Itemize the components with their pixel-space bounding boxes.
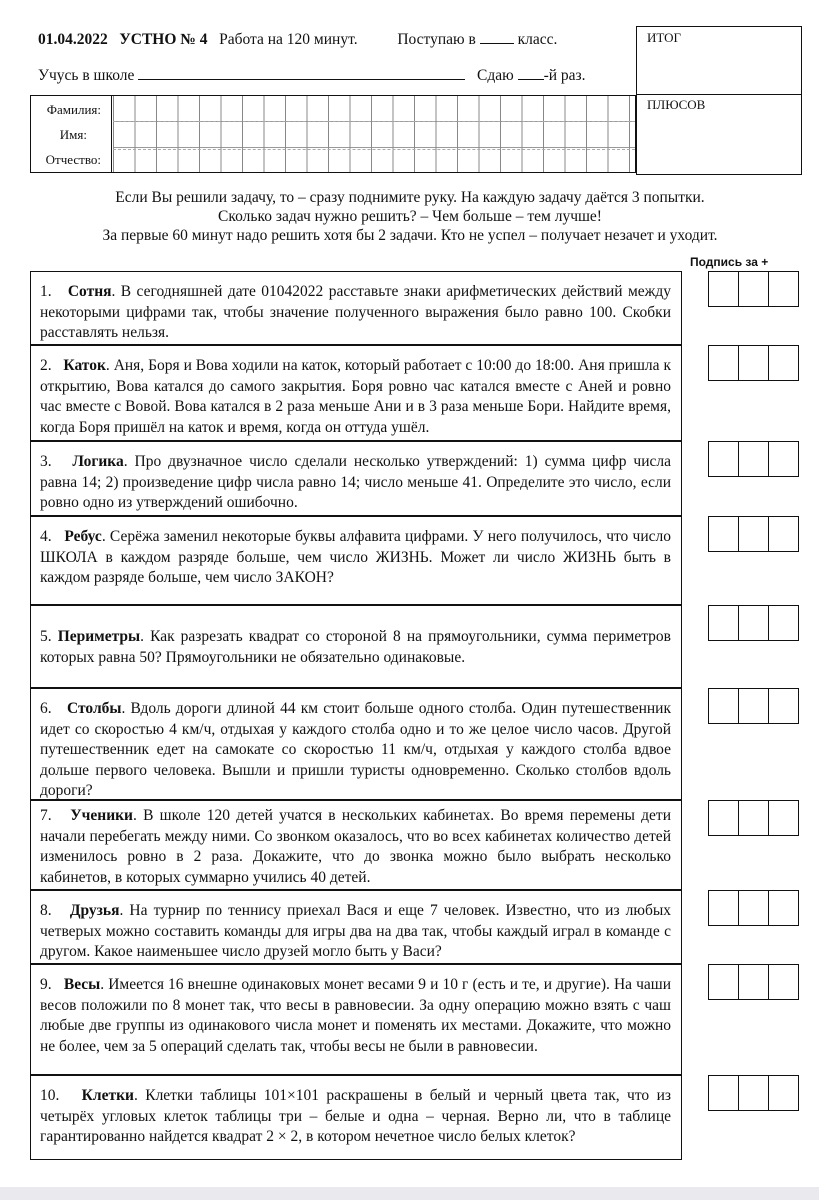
signature-cells[interactable] xyxy=(708,271,799,307)
problem-title: Логика xyxy=(72,453,124,470)
exam-title: УСТНО № 4 xyxy=(119,31,208,48)
problem-body: . В школе 120 детей учатся в нескольких кабинетах. Во время перемены дети начали перебегать между ними. Со звонком оказалось, что во всех кабинетах количество детей изменилось ровно в 2 раза. Докажите, что до звонка можно было выбрать несколько кабинетов, в которых суммарно учились 40 детей. xyxy=(40,807,671,886)
signature-cells[interactable] xyxy=(708,800,799,836)
signature-cells[interactable] xyxy=(708,441,799,477)
problem-number: 3. xyxy=(40,453,52,470)
problem-number: 6. xyxy=(40,700,52,717)
exam-duration: Работа на 120 минут. xyxy=(219,31,358,48)
problem-row xyxy=(30,516,799,605)
problem-row xyxy=(30,800,799,890)
problem-text xyxy=(30,688,682,800)
school-field[interactable] xyxy=(138,66,465,80)
problem-title: Ученики xyxy=(70,807,133,824)
problem-body: . Как разрезать квадрат со стороной 8 на прямоугольники, сумма периметров которых равна 50? Прямоугольники не обязательно одинаковые. xyxy=(40,628,671,666)
page-bottom-edge xyxy=(0,1187,819,1200)
problem-body: . Про двузначное число сделали несколько утверждений: 1) сумма цифр числа равна 14; 2) произведение цифр числа равно 14; число меньше 41. Определите это число, если ровно одно из утверждений ошибочно. xyxy=(40,453,672,511)
surname-label: Фамилия: xyxy=(46,102,101,117)
problem-row xyxy=(30,1075,799,1160)
problem-number: 2. xyxy=(40,357,52,374)
score-box xyxy=(636,26,802,175)
problem-text xyxy=(30,605,682,688)
problem-body: . В сегодняшней дате 01042022 расставьте знаки арифметических действий между некоторыми цифрами так, чтобы значение полученного выражения было равно 100. Скобки расставлять нельзя. xyxy=(40,283,672,341)
problem-text xyxy=(30,964,682,1075)
problem-number: 7. xyxy=(40,807,52,824)
enroll-grade-field[interactable] xyxy=(480,30,514,44)
problem-body: . Аня, Боря и Вова ходили на каток, который работает с 10:00 до 18:00. Аня пришла к открытию, Вова катался до самого закрытия. Боря ровно час катался вместе с Аней и ровно час вместе с Вовой. Вова катался в 2 раза меньше Ани и в 3 раза меньше Бори. Найдите время, когда Боря пришёл на каток и время, когда он оттуда ушёл. xyxy=(40,357,671,436)
problem-number: 5. xyxy=(40,628,52,645)
problem-title: Весы xyxy=(63,976,101,993)
signature-header: Подпись за + xyxy=(690,255,769,269)
problem-body: . Вдоль дороги длиной 44 км стоит больше одного столба. Один путешественник идет со скоростью 4 км/ч, отдыхая у каждого столба одно и то же целое число часов. Другой путешественник едет на самокате со скоростью 11 км/ч, отдыхая у каждого столба вдвое дольше первого человека. Вышли и пришли туристы одновременно. Сколько столбов вдоль дороги? xyxy=(40,700,671,799)
header-line-1 xyxy=(38,30,557,49)
problem-text xyxy=(30,516,682,605)
patronymic-label: Отчество: xyxy=(45,152,101,167)
signature-cells[interactable] xyxy=(708,890,799,926)
problem-number: 9. xyxy=(40,976,52,993)
instruction-line: Сколько задач нужно решить? – Чем больше – тем лучше! xyxy=(218,208,602,225)
signature-cells[interactable] xyxy=(708,516,799,552)
problem-text xyxy=(30,800,682,890)
problem-row xyxy=(30,345,799,441)
problem-row xyxy=(30,964,799,1075)
name-letter-cells[interactable] xyxy=(113,96,635,172)
exam-date: 01.04.2022 xyxy=(38,31,108,48)
pluses-label: ПЛЮСОВ xyxy=(647,97,706,112)
name-labels xyxy=(31,96,112,172)
problem-text xyxy=(30,441,682,516)
signature-cells[interactable] xyxy=(708,964,799,1000)
attempt-suffix: -й раз. xyxy=(543,67,586,84)
problem-row xyxy=(30,605,799,688)
problem-body: . Клетки таблицы 101×101 раскрашены в белый и черный цвета так, что из четырёх угловых клеток таблицы три – белые и одна – черная. Верно ли, что в таблице гарантированно найдется квадрат 2 × 2, в котором нечетное число белых клеток? xyxy=(40,1087,671,1145)
total-label: ИТОГ xyxy=(647,30,682,45)
enroll-suffix: класс. xyxy=(517,31,558,48)
problem-title: Периметры xyxy=(57,628,141,645)
problem-row xyxy=(30,688,799,800)
first-name-label: Имя: xyxy=(59,127,87,142)
signature-cells[interactable] xyxy=(708,605,799,641)
problem-title: Сотня xyxy=(67,283,112,300)
problem-number: 4. xyxy=(40,528,52,545)
problem-body: . Серёжа заменил некоторые буквы алфавита цифрами. У него получилось, что число ШКОЛА в каждом разряде больше, чем число ЖИЗНЬ. Может ли число ЖИЗНЬ быть в каждом разряде больше, чем число ЗАКОН? xyxy=(40,528,671,586)
problem-title: Каток xyxy=(63,357,106,374)
problem-text xyxy=(30,1075,682,1160)
problem-text xyxy=(30,345,682,441)
signature-cells[interactable] xyxy=(708,345,799,381)
problem-title: Столбы xyxy=(67,700,122,717)
instructions xyxy=(40,188,780,245)
signature-cells[interactable] xyxy=(708,1075,799,1111)
school-label: Учусь в школе xyxy=(38,67,135,84)
attempt-field[interactable] xyxy=(518,66,544,80)
problem-row xyxy=(30,271,799,345)
problem-number: 1. xyxy=(40,283,52,300)
attempt-label: Сдаю xyxy=(477,67,514,84)
problem-text xyxy=(30,271,682,345)
problem-text xyxy=(30,890,682,964)
problem-body: . На турнир по теннису приехал Вася и еще 7 человек. Известно, что из любых четверых можно составить команды для игры два на два так, чтобы каждый играл в команде с другом. Какое наименьшее число друзей могло быть у Васи? xyxy=(40,902,671,960)
problem-row xyxy=(30,890,799,964)
instruction-line: Если Вы решили задачу, то – сразу поднимите руку. На каждую задачу даётся 3 попытки. xyxy=(115,189,705,206)
score-divider xyxy=(637,94,801,95)
problem-number: 10. xyxy=(40,1087,60,1104)
problem-row xyxy=(30,441,799,516)
signature-cells[interactable] xyxy=(708,688,799,724)
problem-body: . Имеется 16 внешне одинаковых монет весами 9 и 10 г (есть и те, и другие). На чаши весов положили по 8 монет так, что весы в равновесии. За одну операцию можно взять с чаш любые две группы из одинакового числа монет и поменять их местами. Докажите, что можно не более, чем за 5 операций сделать так, чтобы весы не были в равновесии. xyxy=(40,976,672,1055)
instruction-line: За первые 60 минут надо решить хотя бы 2 задачи. Кто не успел – получает незачет и уходит. xyxy=(102,227,718,244)
enroll-label: Поступаю в xyxy=(397,31,476,48)
header-line-2 xyxy=(38,66,586,85)
student-name-grid xyxy=(30,95,636,173)
problem-title: Клетки xyxy=(81,1087,134,1104)
problem-title: Друзья xyxy=(69,902,120,919)
problem-number: 8. xyxy=(40,902,52,919)
problem-title: Ребус xyxy=(64,528,102,545)
